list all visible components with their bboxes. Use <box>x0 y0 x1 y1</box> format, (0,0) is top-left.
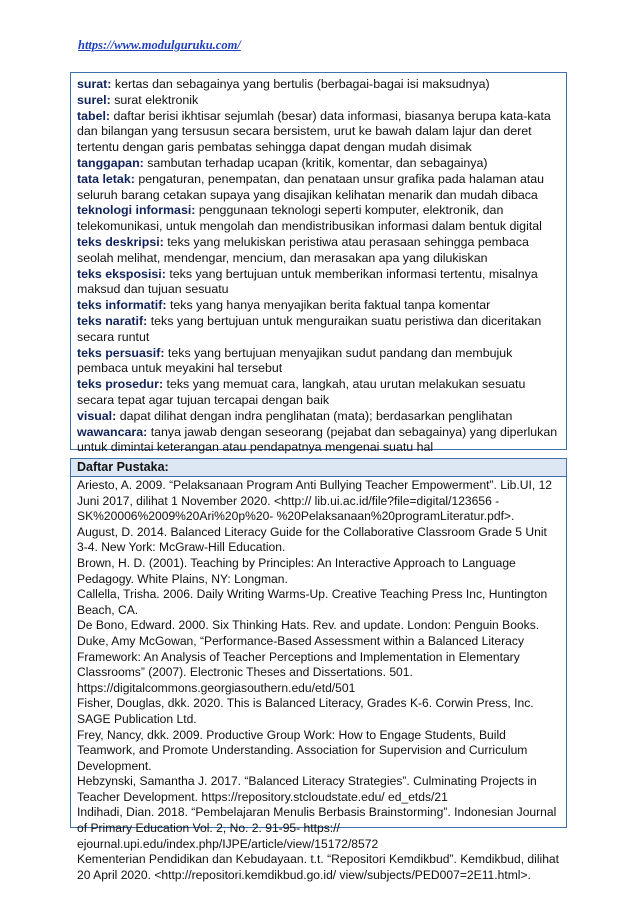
glossary-term: surat: <box>77 77 112 91</box>
reference-item: Ariesto, A. 2009. “Pelaksanaan Program Anti Bullying Teacher Empowerment”. Lib.UI, 12 Juni 2017, dilihat 1 November 2020. <http:// lib.ui.ac.id/file?file=digital/123656 - SK%20006%2009%20Ari%20p%20- %20Pelaksanaan%20programLiteratur.pdf>. <box>77 478 553 524</box>
glossary-term: tanggapan: <box>77 155 144 170</box>
glossary-entry <box>77 298 560 314</box>
glossary-definition: kertas dan sebagainya yang bertulis (berbagai-bagai isi maksudnya) <box>114 77 490 91</box>
glossary-entry <box>77 425 560 457</box>
glossary-term: visual: <box>77 408 117 423</box>
glossary-entry <box>77 377 560 409</box>
bibliography-list <box>71 477 566 883</box>
glossary-entry <box>77 203 560 235</box>
glossary-entry <box>77 235 560 267</box>
bibliography-box <box>70 458 567 882</box>
reference-item: De Bono, Edward. 2000. Six Thinking Hats. Rev. and update. London: Penguin Books. <box>77 618 540 633</box>
glossary-entry <box>77 156 560 172</box>
glossary-entry <box>77 314 560 346</box>
glossary-definition: pengaturan, penempatan, dan penataan unsur grafika pada halaman atau seluruh barang cetakan supaya yang disajikan kelihatan menarik dan mudah dibaca <box>77 171 545 202</box>
glossary-definition: daftar berisi ikhtisar sejumlah (besar) data informasi, biasanya berupa kata-kata dan bilangan yang tersusun secara bersistem, urut ke bawah dalam lajur dan deret tertentu dengan garis pembatas sehingga dapat dengan mudah disimak <box>77 108 551 155</box>
glossary-definition: penggunaan teknologi seperti komputer, elektronik, dan telekomunikasi, untuk mengolah dan mendistribusikan informasi dalam bentuk digital <box>77 203 542 234</box>
glossary-term: teks informatif: <box>77 298 167 313</box>
glossary-term: teks naratif: <box>77 313 148 328</box>
glossary-entry <box>77 409 560 425</box>
glossary-definition: teks yang melukiskan peristiwa atau perasaan sehingga pembaca seolah melihat, mendengar, mencium, dan merasakan apa yang dilukiskan <box>77 234 529 265</box>
glossary-term: surel: <box>77 92 111 107</box>
glossary-definition: sambutan terhadap ucapan (kritik, komentar, dan sebagainya) <box>147 155 488 170</box>
glossary-term: tata letak: <box>77 171 135 186</box>
reference-item: Indihadi, Dian. 2018. “Pembelajaran Menulis Berbasis Brainstorming”. Indonesian Journal of Primary Education Vol. 2, No. 2. 91-95- https:// ejournal.upi.edu/index.php/IJPE/article/view/15172/8572 <box>77 805 557 851</box>
glossary-definition: teks yang bertujuan untuk menguraikan suatu peristiwa dan diceritakan secara runtut <box>77 313 542 344</box>
glossary-entry <box>77 346 560 378</box>
glossary-term: teks persuasif: <box>77 345 165 360</box>
glossary-entry <box>77 109 560 156</box>
reference-item: Duke, Amy McGowan, “Performance-Based Assessment within a Balanced Literacy Framework: An Analysis of Teacher Perceptions and Implementation in Elementary Classrooms” (2007). Electronic Theses and Dissertations. 501. https://digitalcommons.georgiasouthern.edu/etd/501 <box>77 633 524 695</box>
glossary-entry <box>77 93 560 109</box>
glossary-entry <box>77 172 560 204</box>
glossary-definition: teks yang bertujuan menyajikan sudut pandang dan membujuk pembaca untuk meyakini hal tersebut <box>77 345 513 376</box>
glossary-definition: dapat dilihat dengan indra penglihatan (mata); berdasarkan penglihatan <box>119 408 513 423</box>
glossary-definition: surat elektronik <box>114 92 199 107</box>
reference-item: Brown, H. D. (2001). Teaching by Principles: An Interactive Approach to Language Pedagogy. White Plains, NY: Longman. <box>77 555 516 586</box>
glossary-term: teknologi informasi: <box>77 203 196 218</box>
reference-item: Callella, Trisha. 2006. Daily Writing Warms-Up. Creative Teaching Press Inc, Huntington Beach, CA. <box>77 587 548 617</box>
glossary-definition: tanya jawab dengan seseorang (pejabat dan sebagainya) yang diperlukan untuk dimintai keterangan atau pendapatnya mengenai suatu hal <box>77 424 558 455</box>
glossary-box <box>70 72 567 455</box>
glossary-term: teks eksposisi: <box>77 266 166 281</box>
glossary-definition: teks yang bertujuan untuk memberikan informasi tertentu, misalnya maksud dan tujuan sesuatu <box>77 266 538 297</box>
reference-item: August, D. 2014. Balanced Literacy Guide for the Collaborative Classroom Grade 5 Unit 3-4. New York: McGraw-Hill Education. <box>77 524 547 555</box>
glossary-term: teks deskripsi: <box>77 234 164 249</box>
reference-item: Hebzynski, Samantha J. 2017. “Balanced Literacy Strategies”. Culminating Projects in Teacher Development. https://repository.stcloudstate.edu/ ed_etds/21 <box>77 774 537 804</box>
glossary-entry <box>77 77 560 93</box>
glossary-entry <box>77 267 560 299</box>
site-url-link[interactable]: https://www.modulguruku.com/ <box>78 38 241 52</box>
glossary-term: tabel: <box>77 108 111 123</box>
glossary-term: teks prosedur: <box>77 377 164 392</box>
reference-item: Frey, Nancy, dkk. 2009. Productive Group Work: How to Engage Students, Build Teamwork, and Promote Understanding. Association for Supervision and Curriculum Development. <box>77 727 528 773</box>
glossary-definition: teks yang memuat cara, langkah, atau urutan melakukan sesuatu secara tepat agar tujuan tercapai dengan baik <box>77 377 526 407</box>
bibliography-heading: Daftar Pustaka: <box>71 459 566 477</box>
reference-item: Fisher, Douglas, dkk. 2020. This is Balanced Literacy, Grades K-6. Corwin Press, Inc. SAGE Publication Ltd. <box>77 696 534 726</box>
reference-item: Kementerian Pendidikan dan Kebudayaan. t.t. “Repositori Kemdikbud”. Kemdikbud, dilihat 20 April 2020. <http://repositori.kemdikbud.go.id/ view/subjects/PED007=2E11.html>. <box>77 852 560 882</box>
glossary-term: wawancara: <box>77 424 148 439</box>
glossary-definition: teks yang hanya menyajikan berita faktual tanpa komentar <box>169 298 491 313</box>
